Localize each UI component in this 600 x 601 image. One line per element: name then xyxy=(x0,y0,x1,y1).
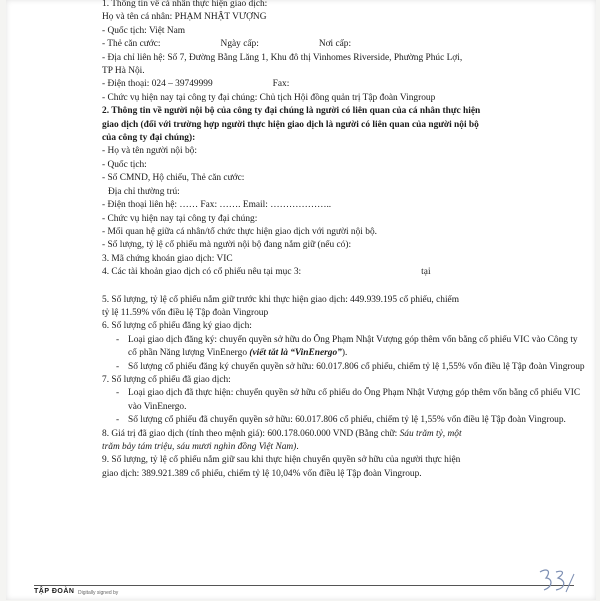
registered-quantity-text: - Số lượng cổ phiếu đăng ký chuyển quyền sở hữu: 60.017.806 cổ phiếu, chiếm tỷ lệ 1,55% vốn điều lệ Tập đoàn Vingroup xyxy=(128,361,585,372)
full-name-line xyxy=(102,11,587,24)
insider-name-line: - Họ và tên người nội bộ: xyxy=(102,146,197,157)
registered-type-item xyxy=(102,334,587,361)
section-2-heading: 2. Thông tin về người nội bộ của công ty đại chúng là người có liên quan của cá nhân thực hiện xyxy=(102,106,481,117)
section-5-line-cont: tỷ lệ 11.59% vốn điều lệ Tập đoàn Vingroup xyxy=(102,307,269,318)
registered-type-text xyxy=(128,334,587,361)
abbrev-name: “VinEnergo” xyxy=(290,348,342,359)
id-card-line xyxy=(102,38,587,51)
page-footer xyxy=(34,585,574,601)
section-5-line: 5. Số lượng, tỷ lệ cổ phiếu nắm giữ trước khi thực hiện giao dịch: 449.939.195 cổ phiếu, chiếm xyxy=(102,294,460,305)
insider-holdings-line: - Số lượng, tỷ lệ cổ phiếu mà người nội bộ đang nắm giữ (nếu có): xyxy=(102,240,352,251)
section-7-heading: 7. Số lượng cổ phiếu đã giao dịch: xyxy=(102,374,231,385)
executed-quantity-item xyxy=(102,414,587,427)
executed-type-item xyxy=(102,387,587,414)
insider-nationality-line: - Quốc tịch: xyxy=(102,159,147,170)
abbrev-close: ). xyxy=(341,348,348,359)
nationality-line: - Quốc tịch: Việt Nam xyxy=(102,25,186,36)
section-9-line-cont: giao dịch: 389.921.389 cổ phiếu, chiếm tỷ lệ 10,04% vốn điều lệ Tập đoàn Vingroup. xyxy=(102,468,422,479)
phone-line xyxy=(102,78,587,91)
abbrev-note: (viết tắt là xyxy=(249,348,288,359)
section-8-line xyxy=(102,428,587,441)
value-words: Sáu trăm tỷ, một xyxy=(399,428,462,439)
address-city-line: TP Hà Nội. xyxy=(102,66,145,77)
section-2-heading-cont: giao dịch (đối với trường hợp người thực hiện giao dịch là người có liên quan của người nội bộ xyxy=(102,119,479,130)
handwritten-mark xyxy=(536,566,576,596)
document-page xyxy=(6,0,596,600)
section-8-line-cont xyxy=(102,441,587,454)
section-2-heading-cont2: của công ty đại chúng): xyxy=(102,133,196,144)
value-words-end: . xyxy=(296,442,299,452)
section-4-line xyxy=(102,266,587,279)
position-line: - Chức vụ hiện nay tại công ty đại chúng: Chủ tịch Hội đồng quản trị Tập đoàn Vingroup xyxy=(102,92,436,103)
executed-type-text: - Loại giao dịch đã thực hiện: chuyển quyền sở hữu cổ phiếu do Ông Phạm Nhật Vượng góp thêm vốn bằng cổ phiếu VIC vào VinEnergo. xyxy=(128,388,581,412)
insider-contact-line: - Điện thoại liên hệ: …… Fax: ……. Email: ……………….. xyxy=(102,200,332,211)
insider-address-line: Địa chỉ thường trú: xyxy=(108,186,180,197)
registered-quantity-item xyxy=(102,361,587,374)
at-label: tại xyxy=(421,267,431,278)
digital-signature-note: Digitally signed by xyxy=(78,590,119,596)
section-1-heading: 1. Thông tin về cá nhân thực hiện giao dịch: xyxy=(102,0,268,9)
section-3-line: 3. Mã chứng khoán giao dịch: VIC xyxy=(102,253,233,264)
registered-type-main: Loại giao dịch đăng ký: chuyển quyền sở hữu do Ông Phạm Nhật Vượng góp thêm vốn bằng cổ phiếu VIC vào Công ty cổ phần Năng lượng VinEnergo xyxy=(128,334,578,359)
section-6-heading: 6. Số lượng cổ phiếu đăng ký giao dịch: xyxy=(102,321,252,332)
section-9-line: 9. Số lượng, tỷ lệ cổ phiếu nắm giữ sau khi thực hiện chuyển quyền sở hữu của người thực hiện xyxy=(102,455,461,466)
full-name-text: Họ và tên cá nhân: PHẠM NHẬT VƯỢNG xyxy=(102,12,267,23)
executed-quantity-text: - Số lượng cổ phiếu đã chuyển quyền sở hữu: 60.017.806 cổ phiếu, chiếm tỷ lệ 1,55% vốn điều lệ Tập đoàn Vingroup. xyxy=(128,415,566,426)
insider-position-line: - Chức vụ hiện nay tại công ty đại chúng: xyxy=(102,213,258,224)
phone-text: - Điện thoại: 024 – 39749999 xyxy=(102,79,213,90)
document-body xyxy=(102,0,587,481)
address-line: - Địa chỉ liên hệ: Số 7, Đường Bằng Lăng 1, Khu đô thị Vinhomes Riverside, Phường Phúc Lợi, xyxy=(102,52,463,63)
id-card-label: - Thẻ căn cước: xyxy=(102,39,161,50)
value-text: 8. Giá trị đã giao dịch (tính theo mệnh giá): 600.178.060.000 VND (Bằng chữ: xyxy=(102,428,398,439)
accounts-label: 4. Các tài khoản giao dịch có cổ phiếu nêu tại mục 3: xyxy=(102,267,302,278)
company-logo: TẬP ĐOÀN xyxy=(34,588,75,595)
insider-id-line: - Số CMND, Hộ chiếu, Thẻ căn cước: xyxy=(102,173,245,184)
value-words-cont: trăm bảy tám triệu, sáu mươi nghìn đồng Việt Nam) xyxy=(102,442,297,452)
issue-date-label: Ngày cấp: xyxy=(220,39,259,50)
issue-place-label: Nơi cấp: xyxy=(318,39,352,50)
relationship-line: - Mối quan hệ giữa cá nhân/tổ chức thực hiện giao dịch với người nội bộ. xyxy=(102,226,377,237)
fax-label: Fax: xyxy=(272,79,290,90)
